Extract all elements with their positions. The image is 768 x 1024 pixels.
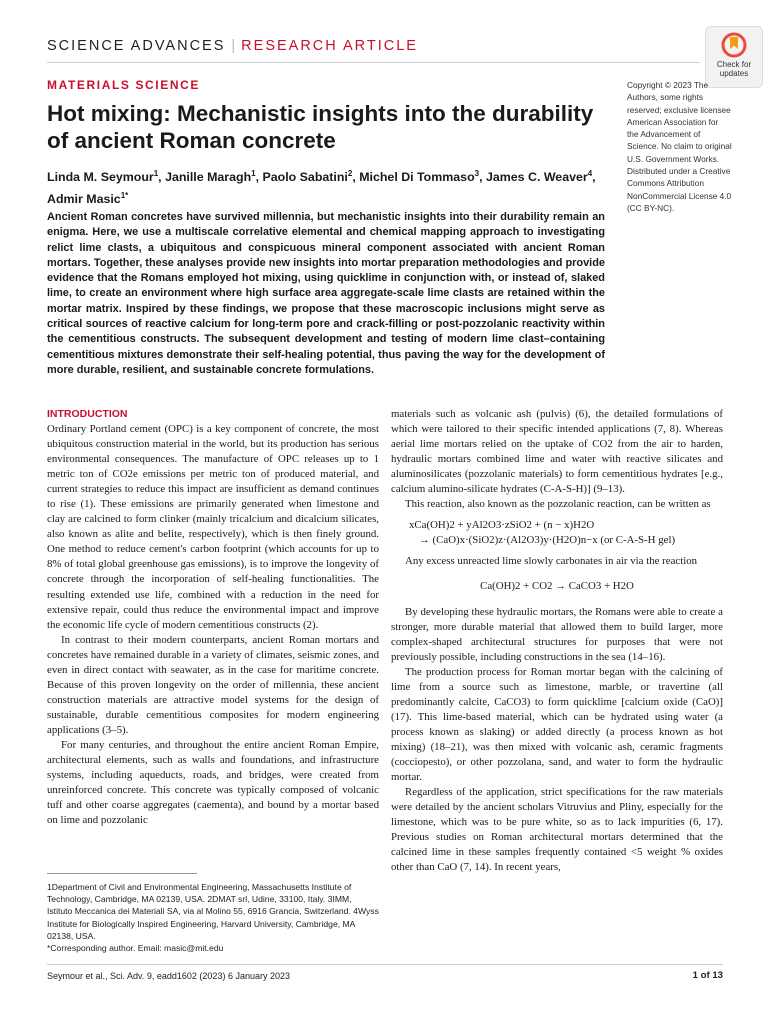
footer-rule	[47, 964, 723, 965]
section-label: MATERIALS SCIENCE	[47, 78, 200, 92]
journal-name: SCIENCE ADVANCES	[47, 38, 226, 54]
author[interactable]: Michel Di Tommaso$^3$	[359, 169, 480, 185]
paragraph: Ordinary Portland cement (OPC) is a key component of concrete, the most ubiquitous construction material in the world, but its production has serious environmental consequences. The manufacture of OPC releases up to 1 metric ton of CO2e emissions per metric ton of produced material, and current strategies to reduce this impact are insufficient as demand continues to rise (1). These emissions are primarily generated when limestone and clay are calcined to form clinker (mainly tricalcium and dicalcium silicates, also known as alite and belite, respectively), which is then finely ground. One method to reduce cement's carbon footprint (which accounts for up to 8% of total global greenhouse gas emissions), is to improve the longevity of concrete through the incorporation of self-healing functionalities. The resulting extended use life, combined with a reduction in the need for extensive repair, could thus reduce the environmental impact and improve the economic life cycle of modern cementitious constructs (2).	[47, 423, 379, 631]
section-heading: INTRODUCTION	[47, 408, 128, 420]
equation-line: xCa(OH)2 + yAl2O3·zSiO2 + (n − x)H2O	[409, 519, 595, 532]
check-for-updates-icon	[721, 32, 747, 58]
author[interactable]: Linda M. Seymour$^1$	[47, 169, 159, 185]
header-separator: |	[231, 38, 236, 54]
abstract: Ancient Roman concretes have survived millennia, but mechanistic insights into their durability remain an enigma. Here, we use a multiscale correlative elemental and chemical mapping approach to investigating relict lime clasts, a ubiquitous and conspicuous mineral component associated with ancient Roman mortars. Together, these analyses provide new insights into mortar preparation methodologies and provide evidence that the Romans employed hot mixing, using quicklime in conjunction with, or instead of, slaked lime, to create an environment where high surface area aggregate-scale lime clasts are retained within the mortar matrix. Inspired by these findings, we propose that these macroscopic inclusions might serve as critical sources of reactive calcium for long-term pore and crack-filling or post-pozzolanic reactivity within the cementitious constructs. The subsequent development and testing of modern lime clast–containing cementitious mixtures demonstrate their self-healing potential, thus paving the way for the development of more durable, resilient, and sustainable concrete formulations.	[47, 211, 605, 376]
journal-header	[47, 38, 418, 54]
equation-carbonation: Ca(OH)2 + CO2 → CaCO3 + H2O	[480, 580, 634, 593]
paragraph: Any excess unreacted lime slowly carbonates in air via the reaction	[405, 555, 698, 568]
badge-label: Check for updates	[716, 60, 752, 78]
paragraph: By developing these hydraulic mortars, the Romans were able to create a stronger, more durable material that allowed them to build larger, more complex-shaped architectural structures for purposes that were not previously possible, including constructions in the sea (14–16).	[391, 605, 723, 663]
citation: Seymour et al., Sci. Adv. 9, eadd1602 (2023) 6 January 2023	[47, 971, 290, 981]
affiliations: 1Department of Civil and Environmental Engineering, Massachusetts Institute of Technology, Cambridge, MA 02139, USA. 2DMAT srl, Udine, 33100, Italy. 3IMM, Istituto Meccanica dei Materiali SA, via al Molino 55, 6916 Grancia, Switzerland. 4Wyss Institute for Biologically Inspired Engineering, Harvard University, Cambridge, MA 02138, USA.	[47, 882, 379, 941]
author[interactable]: Paolo Sabatini$^2$	[262, 169, 353, 185]
paragraph: materials such as volcanic ash (pulvis) (6), the detailed formulations of which were tailored to their specific intended applications (7, 8). Whereas aerial lime mortars relied on the uptake of CO2 from the air to harden, hydraulic mortars combined lime and water with reactive silicates and aluminosilicates (pozzolanic materials) to form cementitious hydrates [e.g., calcium alumino-silicate hydrates (C-A-S-H)] (9–13).	[391, 408, 723, 496]
paragraph: Regardless of the application, strict specifications for the raw materials were detailed by the ancient scholars Vitruvius and Pliny, especially for the limestone, which was to be pure white, so as to lack impurities (6, 17). Previous studies on Roman architectural mortars determined that the calcined lime in these samples frequently contained <5 weight % oxides other than CaO (7, 14). In recent years,	[391, 786, 723, 874]
right-column	[391, 407, 723, 875]
author-list: Linda M. Seymour$^1$, Janille Maragh$^1$, Paolo Sabatini$^2$, Michel Di Tommaso$^3$, James C. Weaver$^4$, Admir Masic$^{1*}$	[47, 169, 596, 206]
footnote-rule	[47, 873, 197, 874]
equation-pozzolanic	[391, 518, 723, 548]
article-type: RESEARCH ARTICLE	[241, 38, 418, 54]
affiliations-footnotes	[47, 881, 379, 954]
paragraph: The production process for Roman mortar began with the calcining of lime from a source such as limestone, marble, or travertine (all predominantly calcite, CaCO3) to form quicklime [calcium oxide (CaO)] (17). This lime-based material, which can be hydrated using water (a process known as slaking) or added directly (a process known as hot mixing) (18–21), was then mixed with volcanic ash, ceramic fragments (cocciopesto), or other pozzolana, sand, and water to form the hydraulic mortar.	[391, 665, 723, 784]
author[interactable]: Admir Masic$^{1*}$	[47, 190, 129, 206]
corresponding-author[interactable]: *Corresponding author. Email: masic@mit.edu	[47, 943, 224, 954]
paragraph: In contrast to their modern counterparts, ancient Roman mortars and concretes have remained durable in a variety of climates, seismic zones, and even in direct contact with seawater, as in the case for maritime concrete. Because of this proven longevity on the order of millennia, these ancient construction materials are attractive model systems for the design of sustainable, durable cementitious composites for modern engineering applications (3–5).	[47, 633, 379, 736]
left-column	[47, 407, 379, 828]
page-number: 1 of 13	[692, 970, 723, 981]
equation-line: → (CaO)x·(SiO2)z·(Al2O3)y·(H2O)n−x (or C-A-S-H gel)	[419, 534, 676, 547]
paragraph: For many centuries, and throughout the entire ancient Roman Empire, architectural elements, such as walls and foundations, and infrastructure systems, including aqueducts, roads, and bridges, were created from unreinforced concrete. This concrete was typically composed of volcanic tuff and other coarse aggregates (caementa), and bound by a mortar based on lime and pozzolanic	[47, 738, 379, 827]
copyright-notice: Copyright © 2023 The Authors, some rights reserved; exclusive licensee American Association for the Advancement of Science. No claim to original U.S. Government Works. Distributed under a Creative Commons Attribution NonCommercial License 4.0 (CC BY-NC).	[627, 80, 732, 213]
header-rule	[47, 62, 700, 63]
author[interactable]: Janille Maragh$^1$	[165, 169, 256, 185]
article-title: Hot mixing: Mechanistic insights into the durability of ancient Roman concrete	[47, 101, 594, 153]
author[interactable]: James C. Weaver$^4$	[485, 169, 593, 185]
paragraph: This reaction, also known as the pozzolanic reaction, can be written as	[405, 498, 711, 511]
